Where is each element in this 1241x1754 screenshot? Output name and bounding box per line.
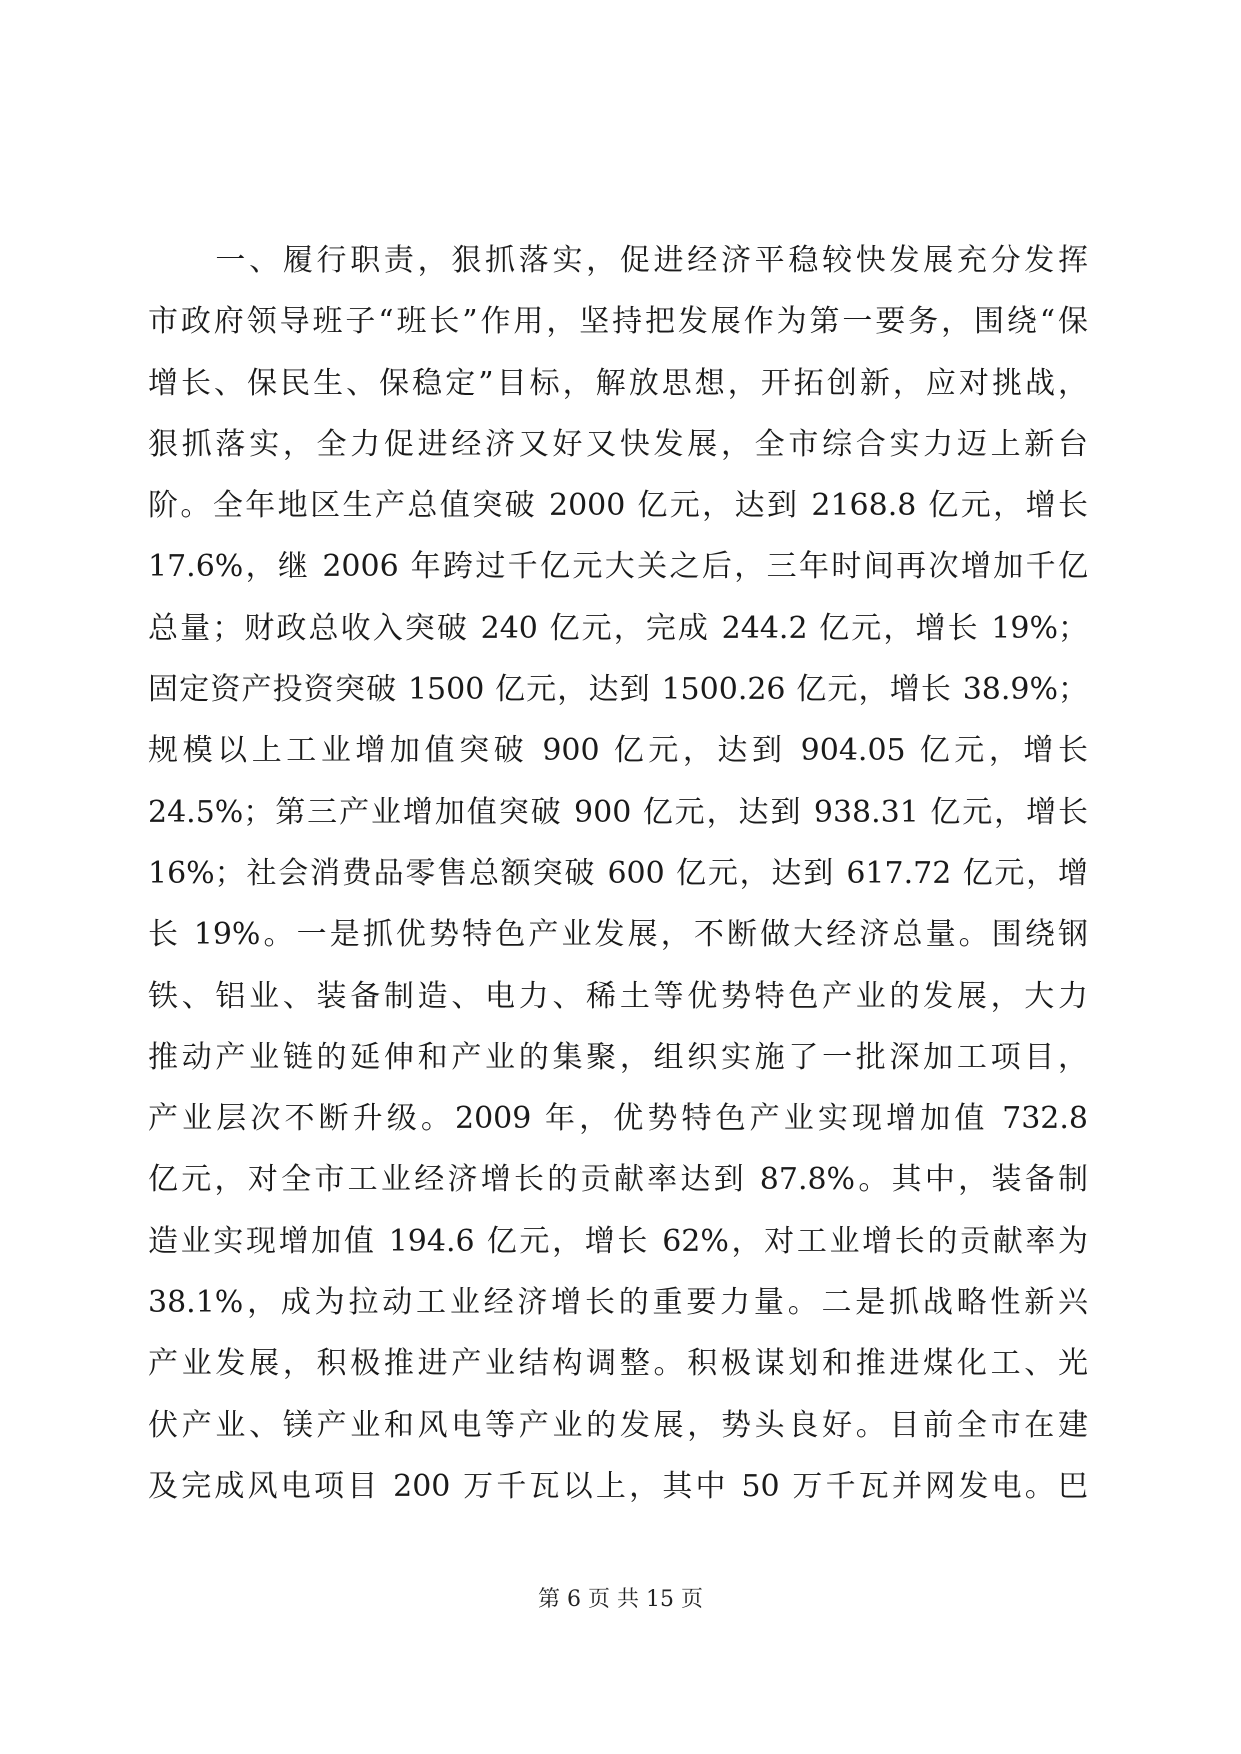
text-line: 38.1%，成为拉动工业经济增长的重要力量。二是抓战略性新兴 [148,1285,1088,1321]
text-line: 产业层次不断升级。2009 年，优势特色产业实现增加值 732.8 [148,1101,1088,1137]
text-line: 长 19%。一是抓优势特色产业发展，不断做大经济总量。围绕钢 [148,917,1088,953]
text-line: 增长、保民生、保稳定”目标，解放思想，开拓创新，应对挑战， [148,365,1088,401]
text-line: 24.5%；第三产业增加值突破 900 亿元，达到 938.31 亿元，增长 [148,794,1088,830]
text-line: 16%；社会消费品零售总额突破 600 亿元，达到 617.72 亿元，增 [148,855,1088,891]
text-line: 狠抓落实，全力促进经济又好又快发展，全市综合实力迈上新台 [148,426,1088,462]
text-line: 亿元，对全市工业经济增长的贡献率达到 87.8%。其中，装备制 [148,1162,1088,1198]
text-line: 阶。全年地区生产总值突破 2000 亿元，达到 2168.8 亿元，增长 [148,488,1088,524]
text-line: 推动产业链的延伸和产业的集聚，组织实施了一批深加工项目， [148,1039,1088,1075]
text-line: 铁、铝业、装备制造、电力、稀土等优势特色产业的发展，大力 [148,978,1088,1014]
text-line: 及完成风电项目 200 万千瓦以上，其中 50 万千瓦并网发电。巴 [148,1468,1088,1504]
text-line: 17.6%，继 2006 年跨过千亿元大关之后，三年时间再次增加千亿 [148,549,1088,585]
text-line: 固定资产投资突破 1500 亿元，达到 1500.26 亿元，增长 38.9%； [148,672,1088,708]
text-line: 总量；财政总收入突破 240 亿元，完成 244.2 亿元，增长 19%； [148,610,1088,646]
body-paragraph [148,230,1088,1517]
text-line: 规模以上工业增加值突破 900 亿元，达到 904.05 亿元，增长 [148,733,1088,769]
text-line: 伏产业、镁产业和风电等产业的发展，势头良好。目前全市在建 [148,1407,1088,1443]
text-line: 产业发展，积极推进产业结构调整。积极谋划和推进煤化工、光 [148,1346,1088,1382]
text-line: 造业实现增加值 194.6 亿元，增长 62%，对工业增长的贡献率为 [148,1223,1088,1259]
page-footer: 第 6 页 共 15 页 [538,1587,703,1612]
text-line: 市政府领导班子“班长”作用，坚持把发展作为第一要务，围绕“保 [148,304,1088,340]
text-line: 一、履行职责，狠抓落实，促进经济平稳较快发展充分发挥 [148,243,1088,278]
